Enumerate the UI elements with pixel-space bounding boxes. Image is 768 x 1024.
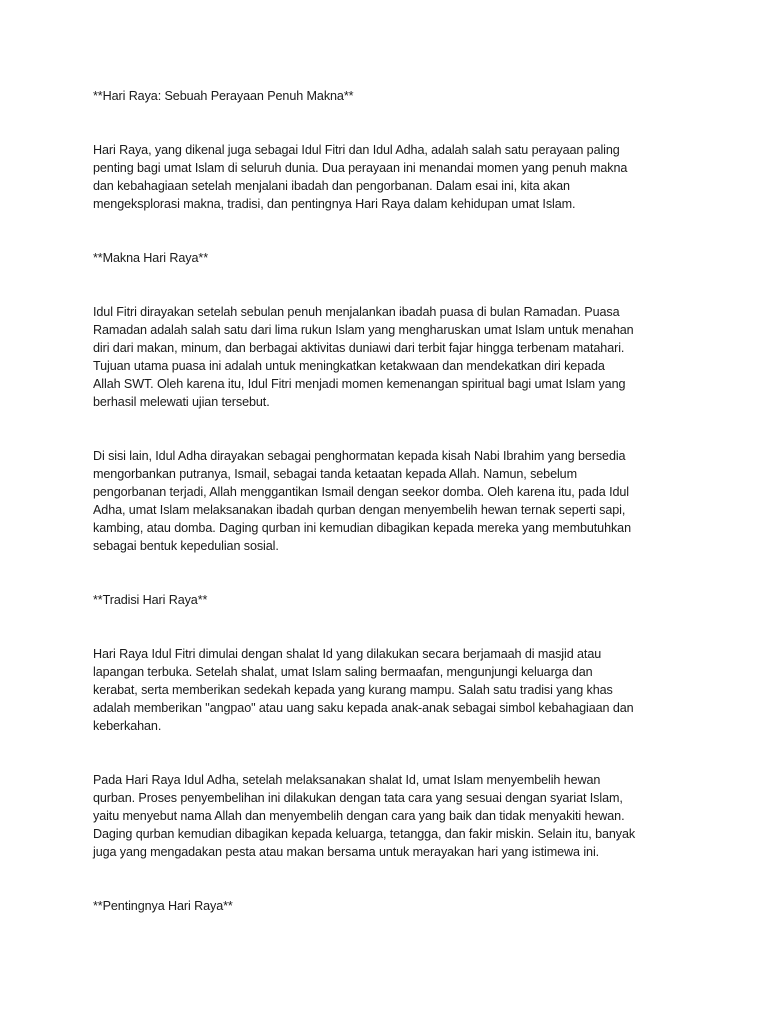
section-heading-makna: **Makna Hari Raya** [93,251,208,265]
text-line: mengorbankan putranya, Ismail, sebagai tanda ketaatan kepada Allah. Namun, sebelum [93,467,577,481]
text-line: keberkahan. [93,719,162,733]
text-line: Adha, umat Islam melaksanakan ibadah qurban dengan menyembelih hewan ternak seperti sapi, [93,503,626,517]
text-line: Allah SWT. Oleh karena itu, Idul Fitri menjadi momen kemenangan spiritual bagi umat Islam yang [93,377,626,391]
intro-paragraph [93,141,693,213]
text-line: Ramadan adalah salah satu dari lima rukun Islam yang mengharuskan umat Islam untuk menahan [93,323,634,337]
makna-paragraph-2 [93,447,693,555]
text-line: adalah memberikan "angpao" atau uang saku kepada anak-anak sebagai simbol kebahagiaan dan [93,701,634,715]
tradisi-paragraph-1 [93,645,693,735]
text-line: sebagai bentuk kepedulian sosial. [93,539,279,553]
text-line: lapangan terbuka. Setelah shalat, umat Islam saling bermaafan, mengunjungi keluarga dan [93,665,593,679]
text-line: kambing, atau domba. Daging qurban ini kemudian dibagikan kepada mereka yang membutuhkan [93,521,631,535]
text-line: diri dari makan, minum, dan berbagai aktivitas duniawi dari terbit fajar hingga terbenam matahari. [93,341,625,355]
text-line: juga yang mengadakan pesta atau makan bersama untuk merayakan hari yang istimewa ini. [93,845,600,859]
document-title: **Hari Raya: Sebuah Perayaan Penuh Makna** [93,89,354,103]
text-line: yaitu menyebut nama Allah dan menyembelih dengan cara yang baik dan tidak menyakiti hewan. [93,809,625,823]
document-body [93,87,693,915]
text-line: Idul Fitri dirayakan setelah sebulan penuh menjalankan ibadah puasa di bulan Ramadan. Puasa [93,305,620,319]
text-line: Di sisi lain, Idul Adha dirayakan sebagai penghormatan kepada kisah Nabi Ibrahim yang bersedia [93,449,626,463]
makna-paragraph-1 [93,303,693,411]
text-line: Hari Raya Idul Fitri dimulai dengan shalat Id yang dilakukan secara berjamaah di masjid atau [93,647,602,661]
text-line: Daging qurban kemudian dibagikan kepada keluarga, tetangga, dan fakir miskin. Selain itu, banyak [93,827,636,841]
text-line: Tujuan utama puasa ini adalah untuk meningkatkan ketakwaan dan mendekatkan diri kepada [93,359,605,373]
tradisi-paragraph-2 [93,771,693,861]
text-line: mengeksplorasi makna, tradisi, dan pentingnya Hari Raya dalam kehidupan umat Islam. [93,197,576,211]
text-line: Pada Hari Raya Idul Adha, setelah melaksanakan shalat Id, umat Islam menyembelih hewan [93,773,601,787]
text-line: Hari Raya, yang dikenal juga sebagai Idul Fitri dan Idul Adha, adalah salah satu perayaan paling [93,143,620,157]
text-line: pengorbanan terjadi, Allah menggantikan Ismail dengan seekor domba. Oleh karena itu, pada Idul [93,485,629,499]
text-line: penting bagi umat Islam di seluruh dunia. Dua perayaan ini menandai momen yang penuh makna [93,161,628,175]
text-line: dan kebahagiaan setelah menjalani ibadah dan pengorbanan. Dalam esai ini, kita akan [93,179,570,193]
section-heading-pentingnya: **Pentingnya Hari Raya** [93,899,233,913]
text-line: kerabat, serta memberikan sedekah kepada yang kurang mampu. Salah satu tradisi yang khas [93,683,613,697]
section-heading-tradisi: **Tradisi Hari Raya** [93,593,208,607]
text-line: berhasil melewati ujian tersebut. [93,395,270,409]
text-line: qurban. Proses penyembelihan ini dilakukan dengan tata cara yang sesuai dengan syariat Islam, [93,791,623,805]
